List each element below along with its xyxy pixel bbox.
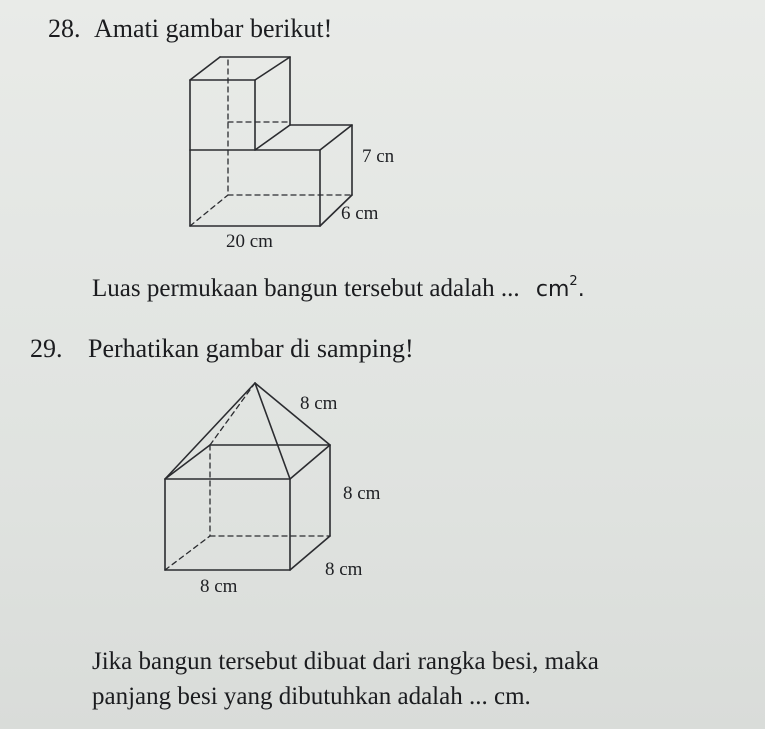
question-29-line-2: panjang besi yang dibutuhkan adalah ... cm. [92,683,531,710]
bottom-box-hidden-bottom-left [190,195,228,226]
question-28-number: 28. [48,14,81,43]
question-28-prompt: Luas permukaan bangun tersebut adalah ... [92,275,520,302]
question-29-title: Perhatikan gambar di samping! [88,334,414,363]
q28-label-width: 20 cm [226,231,273,252]
question-28-unit [535,274,585,302]
cube-top-right-edge [290,445,330,479]
unit-exponent: 2 [569,274,578,289]
question-29-number: 29. [30,334,63,363]
top-box-top-right-edge [255,57,290,80]
roof-edge-back-left [210,383,255,445]
question-29-heading [30,334,414,364]
cube-hidden-bottom-left [165,536,210,570]
cube-bottom-right-edge [290,536,330,570]
q29-label-slant: 8 cm [300,393,338,414]
unit-base: cm [535,277,570,302]
q29-label-width: 8 cm [200,576,238,597]
step-front-edge [255,125,290,150]
cube-top-left-edge [165,445,210,479]
q29-label-height: 8 cm [343,483,381,504]
question-28-sentence [92,274,585,303]
unit-period: . [577,277,585,302]
q28-label-depth: 6 cm [341,203,379,224]
question-28-title: Amati gambar berikut! [94,14,333,43]
bottom-box-top-right-edge [320,125,352,150]
q28-label-height: 7 cn [362,146,395,167]
top-box-top-left-edge [190,57,220,80]
q29-label-depth: 8 cm [325,559,363,580]
question-29-line-1: Jika bangun tersebut dibuat dari rangka besi, maka [92,648,599,675]
